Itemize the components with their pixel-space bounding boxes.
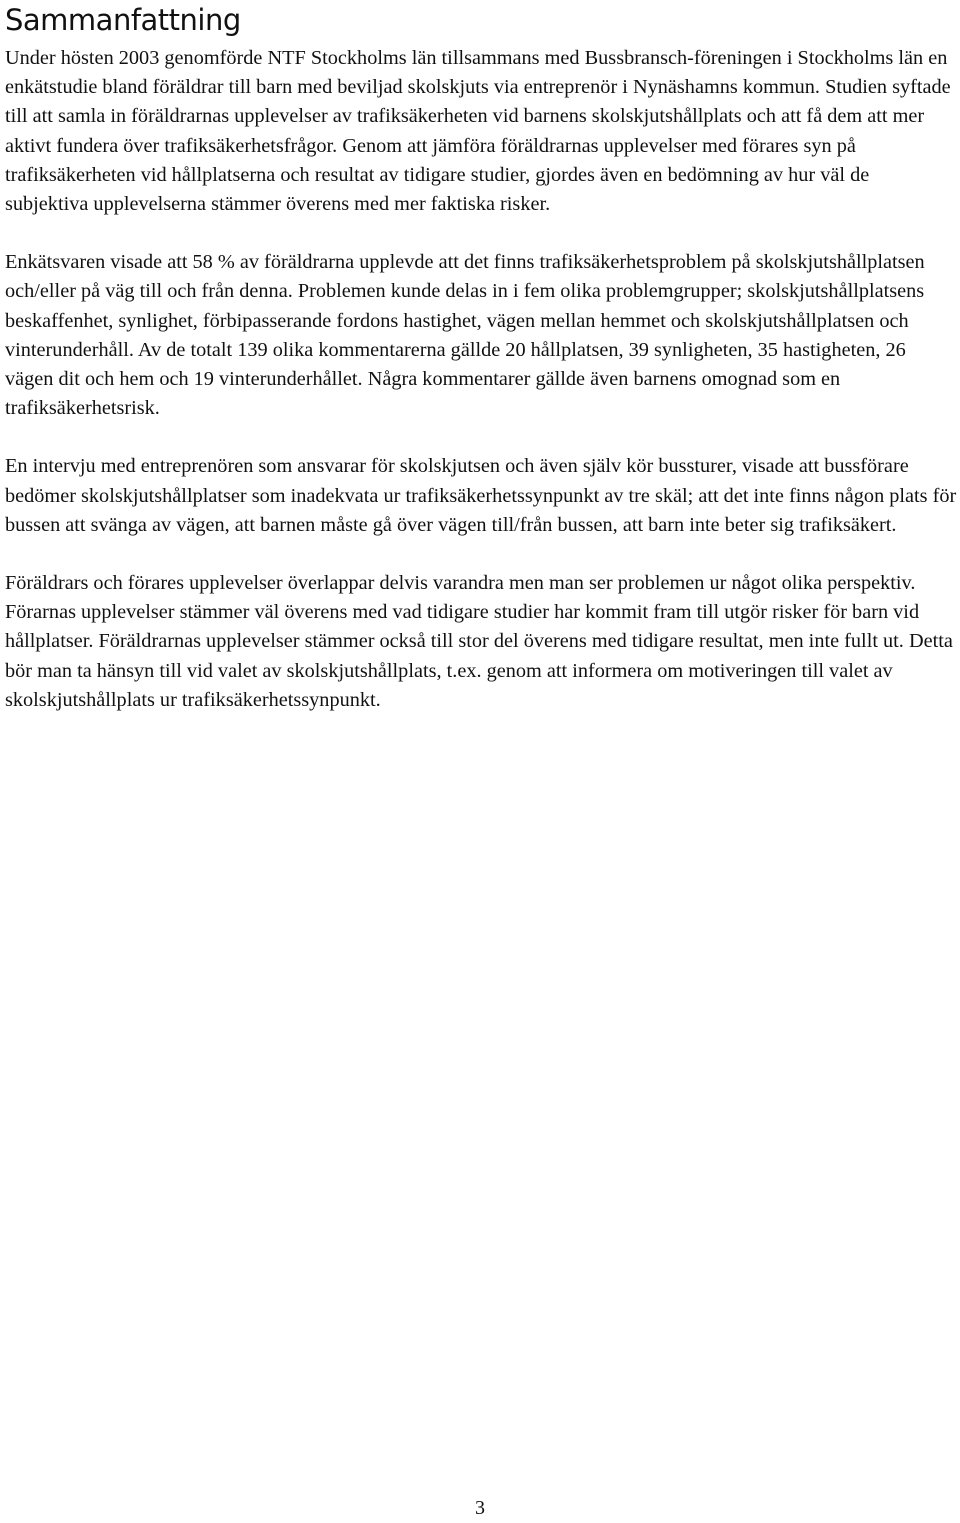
page-number: 3 [475,1497,485,1519]
paragraph-conclusion: Föräldrars och förares upplevelser överlappar delvis varandra men man ser problemen ur något olika perspektiv. Förarnas upplevelser stämmer väl överens med vad tidigare studier har kommit fram till utgör risker för barn vid hållplatser. Föräldrarnas upplevelser stämmer också till stor del överens med tidigare resultat, men inte fullt ut. Detta bör man ta hänsyn till vid valet av skolskjutshållplats, t.ex. genom att informera om motiveringen till valet av skolskjutshållplats ur trafiksäkerhetssynpunkt. [5,572,953,711]
section-heading: Sammanfattning [5,3,241,37]
paragraph-survey-results: Enkätsvaren visade att 58 % av föräldrarna upplevde att det finns trafiksäkerhetsproblem på skolskjutshållplatsen och/eller på väg till och från denna. Problemen kunde delas in i fem olika problemgrupper; skolskjutshållplatsens beskaffenhet, synlighet, förbipasserande fordons hastighet, vägen mellan hemmet och skolskjutshållplatsen och vinterunderhåll. Av de totalt 139 olika kommentarerna gällde 20 hållplatsen, 39 synligheten, 35 hastigheten, 26 vägen dit och hem och 19 vinterunderhållet. Några kommentarer gällde även barnens omognad som en trafiksäkerhetsrisk. [5,251,925,420]
document-page [5,0,957,744]
paragraph-study-background: Under hösten 2003 genomförde NTF Stockholms län tillsammans med Bussbransch-föreningen i Stockholms län en enkätstudie bland föräldrar till barn med beviljad skolskjuts via entreprenör i Nynäshamns kommun. Studien syftade till att samla in föräldrarnas upplevelser av trafiksäkerheten vid barnens skolskjutshållplats och att få dem att mer aktivt fundera över trafiksäkerhetsfrågor. Genom att jämföra föräldrarnas upplevelser med förares syn på trafiksäkerheten vid hållplatserna och resultat av tidigare studier, gjordes även en bedömning av hur väl de subjektiva upplevelserna stämmer överens med mer faktiska risker. [5,47,951,216]
paragraph-interview: En intervju med entreprenören som ansvarar för skolskjutsen och även själv kör bussturer, visade att bussförare bedömer skolskjutshållplatser som inadekvata ur trafiksäkerhetssynpunkt av tre skäl; att det inte finns någon plats för bussen att svänga av vägen, att barnen måste gå över vägen till/från bussen, att barn inte beter sig trafiksäkert. [5,455,957,536]
